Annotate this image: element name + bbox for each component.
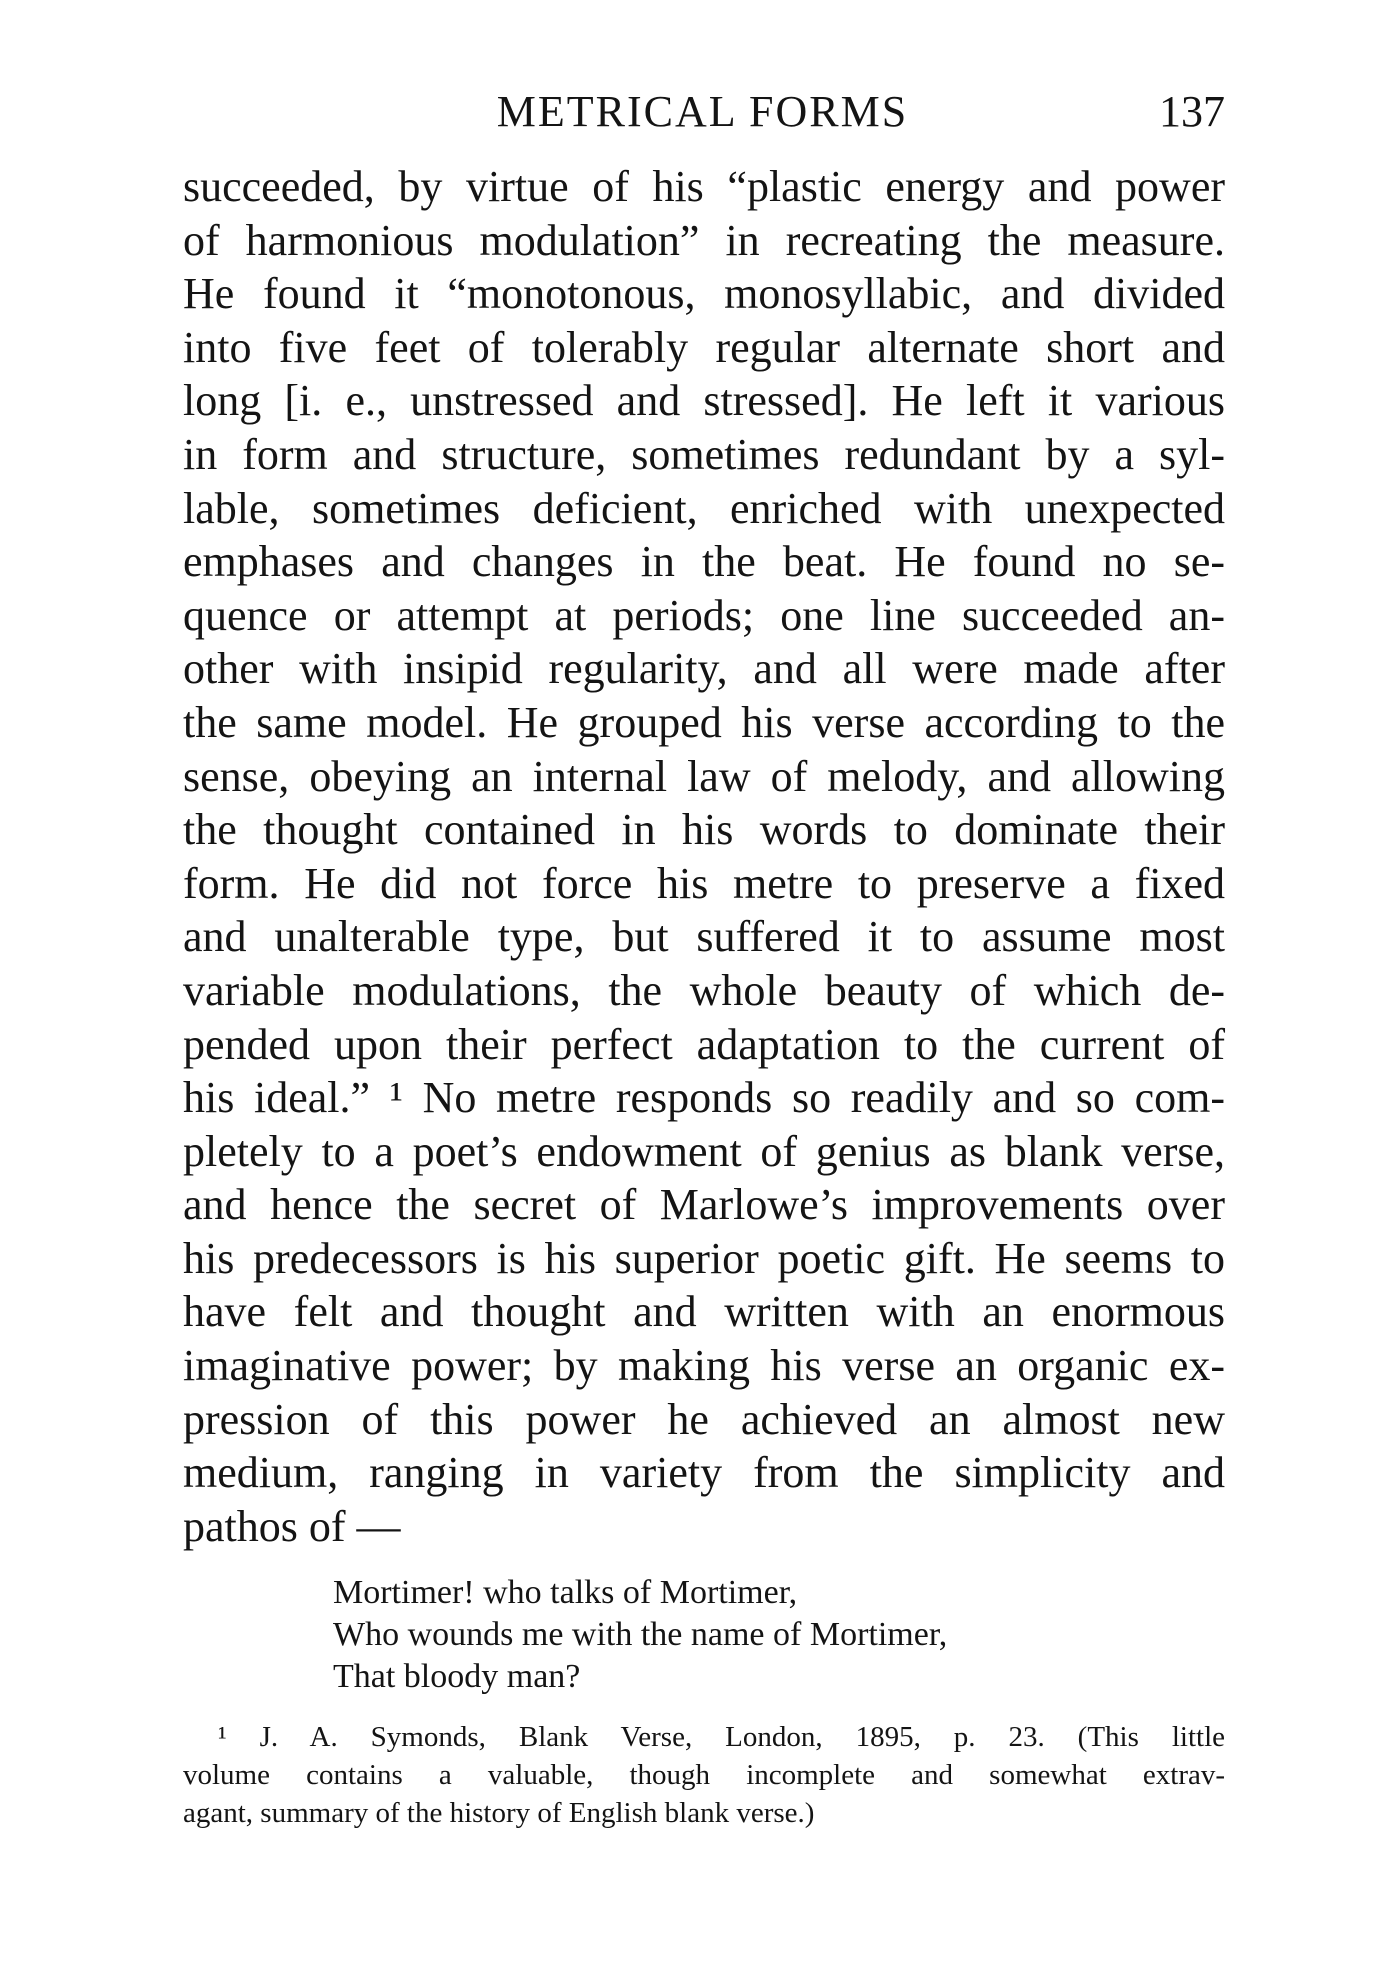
footnote-line: volume contains a valuable, though incomplete and somewhat extrav- [183,1759,1225,1791]
text-line: pended upon their perfect adaptation to the current of [183,1019,1225,1069]
text-line: in form and structure, sometimes redundant by a syl- [183,429,1225,479]
text-line: pletely to a poet’s endowment of genius as blank verse, [183,1126,1225,1176]
footnote-line: ¹ J. A. Symonds, Blank Verse, London, 1895, p. 23. (This little [218,1721,1225,1753]
text-line: his ideal.” ¹ No metre responds so readily and so com- [183,1073,1225,1123]
verse-line: Who wounds me with the name of Mortimer, [333,1616,948,1653]
footnote-line: agant, summary of the history of English blank verse.) [183,1797,815,1829]
verse-line: Mortimer! who talks of Mortimer, [333,1574,798,1611]
text-line: other with insipid regularity, and all were made after [183,644,1225,694]
text-line: variable modulations, the whole beauty of which de- [183,965,1225,1015]
text-line: He found it “monotonous, monosyllabic, and divided [183,269,1225,319]
text-line: into five feet of tolerably regular alternate short and [183,322,1225,372]
text-line: imaginative power; by making his verse an organic ex- [183,1341,1225,1391]
text-line: have felt and thought and written with an enormous [183,1287,1225,1337]
running-title: METRICAL FORMS [496,87,909,136]
text-line: his predecessors is his superior poetic gift. He seems to [183,1233,1225,1283]
text-line: succeeded, by virtue of his “plastic energy and power [183,162,1225,211]
text-line: the same model. He grouped his verse according to the [183,697,1225,747]
page-number: 137 [1159,87,1225,136]
text-line: the thought contained in his words to dominate their [183,805,1225,855]
text-line: pathos of — [183,1501,401,1551]
text-line: sense, obeying an internal law of melody, and allowing [183,751,1225,801]
text-line: form. He did not force his metre to preserve a fixed [183,858,1225,908]
verse-quotation [333,1572,947,1698]
text-line: long [i. e., unstressed and stressed]. He left it various [183,376,1225,426]
text-line: and hence the secret of Marlowe’s improvements over [183,1180,1225,1230]
text-line: and unalterable type, but suffered it to assume most [183,912,1225,962]
text-line: pression of this power he achieved an almost new [183,1394,1225,1444]
text-line: quence or attempt at periods; one line succeeded an- [183,590,1225,640]
text-line: emphases and changes in the beat. He found no se- [183,537,1225,587]
footnote [183,1718,1225,1832]
text-line: lable, sometimes deficient, enriched with unexpected [183,483,1225,533]
running-head [180,82,1225,142]
verse-line: That bloody man? [333,1658,581,1695]
text-line: of harmonious modulation” in recreating the measure. [183,215,1225,265]
body-text [183,160,1225,1553]
text-line: medium, ranging in variety from the simplicity and [183,1448,1225,1498]
